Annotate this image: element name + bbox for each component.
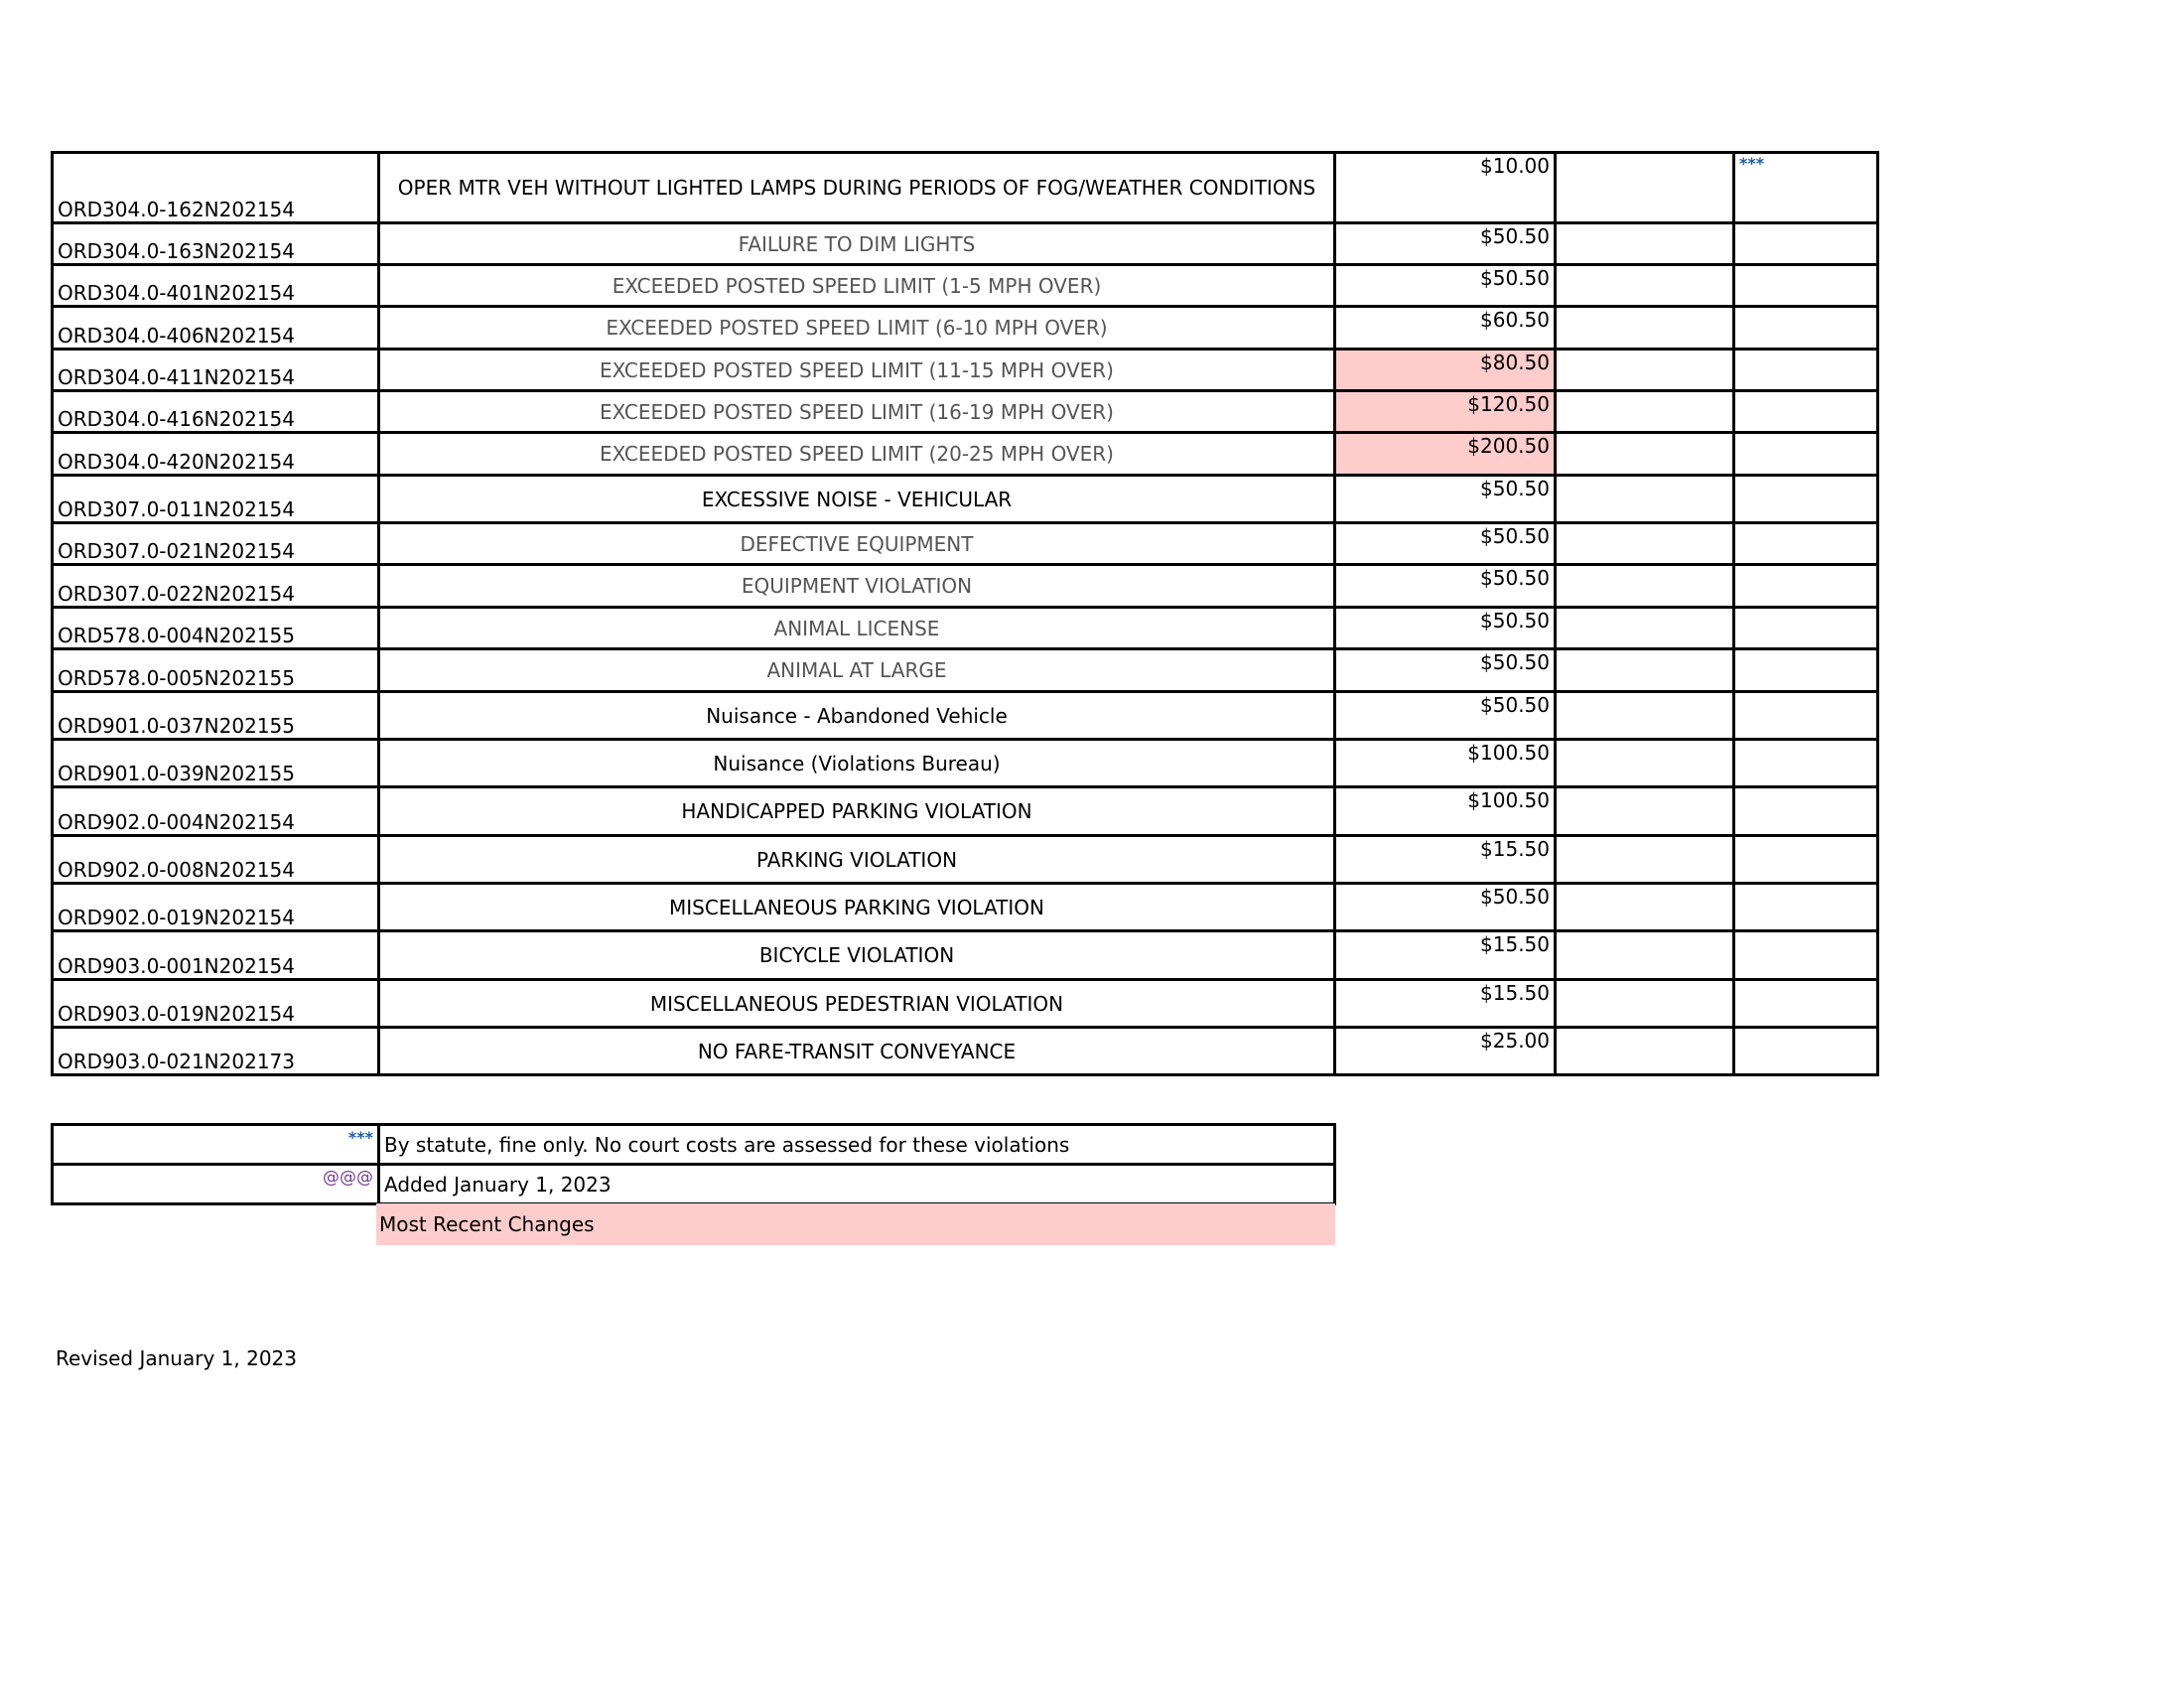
violation-description: DEFECTIVE EQUIPMENT bbox=[379, 523, 1335, 565]
table-row bbox=[53, 433, 1878, 476]
violation-code: ORD578.0-005N202155 bbox=[53, 649, 379, 692]
violation-code: ORD304.0-162N202154 bbox=[53, 153, 379, 223]
violation-description: HANDICAPPED PARKING VIOLATION bbox=[379, 787, 1335, 836]
note-marker bbox=[1734, 740, 1878, 787]
table-row bbox=[53, 307, 1878, 350]
fine-only-symbol: *** bbox=[53, 1125, 379, 1165]
violation-description: MISCELLANEOUS PARKING VIOLATION bbox=[379, 884, 1335, 931]
table-row bbox=[53, 649, 1878, 692]
table-row bbox=[53, 153, 1878, 223]
violation-code: ORD307.0-011N202154 bbox=[53, 476, 379, 523]
blank-cell bbox=[1556, 153, 1734, 223]
blank-cell bbox=[1556, 608, 1734, 649]
violation-code: ORD902.0-008N202154 bbox=[53, 836, 379, 884]
table-row bbox=[53, 265, 1878, 307]
violation-description: EXCEEDED POSTED SPEED LIMIT (16-19 MPH OVER) bbox=[379, 391, 1335, 433]
fine-amount: $50.50 bbox=[1335, 265, 1556, 307]
violation-code: ORD902.0-004N202154 bbox=[53, 787, 379, 836]
blank-cell bbox=[1556, 649, 1734, 692]
fine-amount: $15.50 bbox=[1335, 931, 1556, 980]
note-marker bbox=[1734, 980, 1878, 1028]
fine-amount: $120.50 bbox=[1335, 391, 1556, 433]
note-marker bbox=[1734, 884, 1878, 931]
violation-description: NO FARE-TRANSIT CONVEYANCE bbox=[379, 1028, 1335, 1075]
note-marker bbox=[1734, 433, 1878, 476]
blank-cell bbox=[1556, 931, 1734, 980]
legend-table bbox=[51, 1123, 1336, 1205]
note-marker bbox=[1734, 223, 1878, 265]
note-marker bbox=[1734, 649, 1878, 692]
note-marker bbox=[1734, 787, 1878, 836]
blank-cell bbox=[1556, 476, 1734, 523]
fine-amount: $50.50 bbox=[1335, 476, 1556, 523]
violation-code: ORD901.0-039N202155 bbox=[53, 740, 379, 787]
violation-code: ORD304.0-406N202154 bbox=[53, 307, 379, 350]
fine-amount: $50.50 bbox=[1335, 692, 1556, 740]
fine-amount: $15.50 bbox=[1335, 980, 1556, 1028]
table-row bbox=[53, 836, 1878, 884]
blank-cell bbox=[1556, 265, 1734, 307]
fine-amount: $100.50 bbox=[1335, 740, 1556, 787]
blank-cell bbox=[1556, 523, 1734, 565]
violation-code: ORD304.0-420N202154 bbox=[53, 433, 379, 476]
note-marker bbox=[1734, 565, 1878, 608]
note-marker bbox=[1734, 307, 1878, 350]
violation-code: ORD903.0-001N202154 bbox=[53, 931, 379, 980]
violation-description: MISCELLANEOUS PEDESTRIAN VIOLATION bbox=[379, 980, 1335, 1028]
legend-row-fine-only bbox=[53, 1125, 1335, 1165]
violation-code: ORD307.0-022N202154 bbox=[53, 565, 379, 608]
table-row bbox=[53, 523, 1878, 565]
table-row bbox=[53, 931, 1878, 980]
fine-amount: $25.00 bbox=[1335, 1028, 1556, 1075]
violation-description: BICYCLE VIOLATION bbox=[379, 931, 1335, 980]
violation-description: PARKING VIOLATION bbox=[379, 836, 1335, 884]
note-marker bbox=[1734, 350, 1878, 391]
fine-amount: $50.50 bbox=[1335, 884, 1556, 931]
blank-cell bbox=[1556, 980, 1734, 1028]
violation-code: ORD304.0-163N202154 bbox=[53, 223, 379, 265]
table-row bbox=[53, 476, 1878, 523]
table-row bbox=[53, 692, 1878, 740]
violation-code: ORD901.0-037N202155 bbox=[53, 692, 379, 740]
table-row bbox=[53, 223, 1878, 265]
fine-amount: $50.50 bbox=[1335, 565, 1556, 608]
fine-amount: $50.50 bbox=[1335, 523, 1556, 565]
blank-cell bbox=[1556, 565, 1734, 608]
blank-cell bbox=[1556, 1028, 1734, 1075]
note-marker bbox=[1734, 836, 1878, 884]
table-row bbox=[53, 565, 1878, 608]
note-marker bbox=[1734, 265, 1878, 307]
violation-description: EXCEEDED POSTED SPEED LIMIT (20-25 MPH OVER) bbox=[379, 433, 1335, 476]
revised-date: Revised January 1, 2023 bbox=[56, 1346, 297, 1370]
table-row bbox=[53, 350, 1878, 391]
note-marker bbox=[1734, 391, 1878, 433]
violation-description: ANIMAL LICENSE bbox=[379, 608, 1335, 649]
fine-amount: $80.50 bbox=[1335, 350, 1556, 391]
fine-only-text: By statute, fine only. No court costs are assessed for these violations bbox=[379, 1125, 1335, 1165]
blank-cell bbox=[1556, 692, 1734, 740]
note-marker bbox=[1734, 476, 1878, 523]
fine-schedule-table bbox=[51, 151, 1879, 1076]
violation-description: EXCEEDED POSTED SPEED LIMIT (11-15 MPH OVER) bbox=[379, 350, 1335, 391]
violation-description: Nuisance (Violations Bureau) bbox=[379, 740, 1335, 787]
added-text: Added January 1, 2023 bbox=[379, 1165, 1335, 1204]
blank-cell bbox=[1556, 836, 1734, 884]
table-row bbox=[53, 391, 1878, 433]
table-row bbox=[53, 884, 1878, 931]
violation-code: ORD902.0-019N202154 bbox=[53, 884, 379, 931]
fine-amount: $15.50 bbox=[1335, 836, 1556, 884]
violation-code: ORD304.0-416N202154 bbox=[53, 391, 379, 433]
blank-cell bbox=[1556, 307, 1734, 350]
blank-cell bbox=[1556, 740, 1734, 787]
violation-code: ORD304.0-401N202154 bbox=[53, 265, 379, 307]
fine-schedule-body bbox=[53, 153, 1878, 1075]
violation-description: EXCESSIVE NOISE - VEHICULAR bbox=[379, 476, 1335, 523]
fine-amount: $50.50 bbox=[1335, 223, 1556, 265]
violation-description: EXCEEDED POSTED SPEED LIMIT (6-10 MPH OVER) bbox=[379, 307, 1335, 350]
note-marker bbox=[1734, 523, 1878, 565]
violation-code: ORD903.0-021N202173 bbox=[53, 1028, 379, 1075]
blank-cell bbox=[1556, 787, 1734, 836]
violation-code: ORD578.0-004N202155 bbox=[53, 608, 379, 649]
table-row bbox=[53, 980, 1878, 1028]
violation-description: OPER MTR VEH WITHOUT LIGHTED LAMPS DURING PERIODS OF FOG/WEATHER CONDITIONS bbox=[379, 153, 1335, 223]
note-marker bbox=[1734, 692, 1878, 740]
blank-cell bbox=[1556, 884, 1734, 931]
legend-row-added bbox=[53, 1165, 1335, 1204]
fine-amount: $60.50 bbox=[1335, 307, 1556, 350]
note-marker bbox=[1734, 931, 1878, 980]
violation-code: ORD903.0-019N202154 bbox=[53, 980, 379, 1028]
violation-description: EQUIPMENT VIOLATION bbox=[379, 565, 1335, 608]
table-row bbox=[53, 740, 1878, 787]
violation-description: ANIMAL AT LARGE bbox=[379, 649, 1335, 692]
fine-amount: $50.50 bbox=[1335, 608, 1556, 649]
fine-amount: $100.50 bbox=[1335, 787, 1556, 836]
blank-cell bbox=[1556, 350, 1734, 391]
table-row bbox=[53, 608, 1878, 649]
most-recent-changes-key: Most Recent Changes bbox=[376, 1203, 1335, 1245]
blank-cell bbox=[1556, 433, 1734, 476]
violation-description: FAILURE TO DIM LIGHTS bbox=[379, 223, 1335, 265]
violation-description: Nuisance - Abandoned Vehicle bbox=[379, 692, 1335, 740]
added-symbol: @@@ bbox=[53, 1165, 379, 1204]
violation-description: EXCEEDED POSTED SPEED LIMIT (1-5 MPH OVER) bbox=[379, 265, 1335, 307]
note-marker bbox=[1734, 1028, 1878, 1075]
fine-amount: $50.50 bbox=[1335, 649, 1556, 692]
table-row bbox=[53, 1028, 1878, 1075]
blank-cell bbox=[1556, 391, 1734, 433]
blank-cell bbox=[1556, 223, 1734, 265]
violation-code: ORD307.0-021N202154 bbox=[53, 523, 379, 565]
fine-amount: $200.50 bbox=[1335, 433, 1556, 476]
violation-code: ORD304.0-411N202154 bbox=[53, 350, 379, 391]
table-row bbox=[53, 787, 1878, 836]
note-marker: *** bbox=[1734, 153, 1878, 223]
fine-amount: $10.00 bbox=[1335, 153, 1556, 223]
note-marker bbox=[1734, 608, 1878, 649]
